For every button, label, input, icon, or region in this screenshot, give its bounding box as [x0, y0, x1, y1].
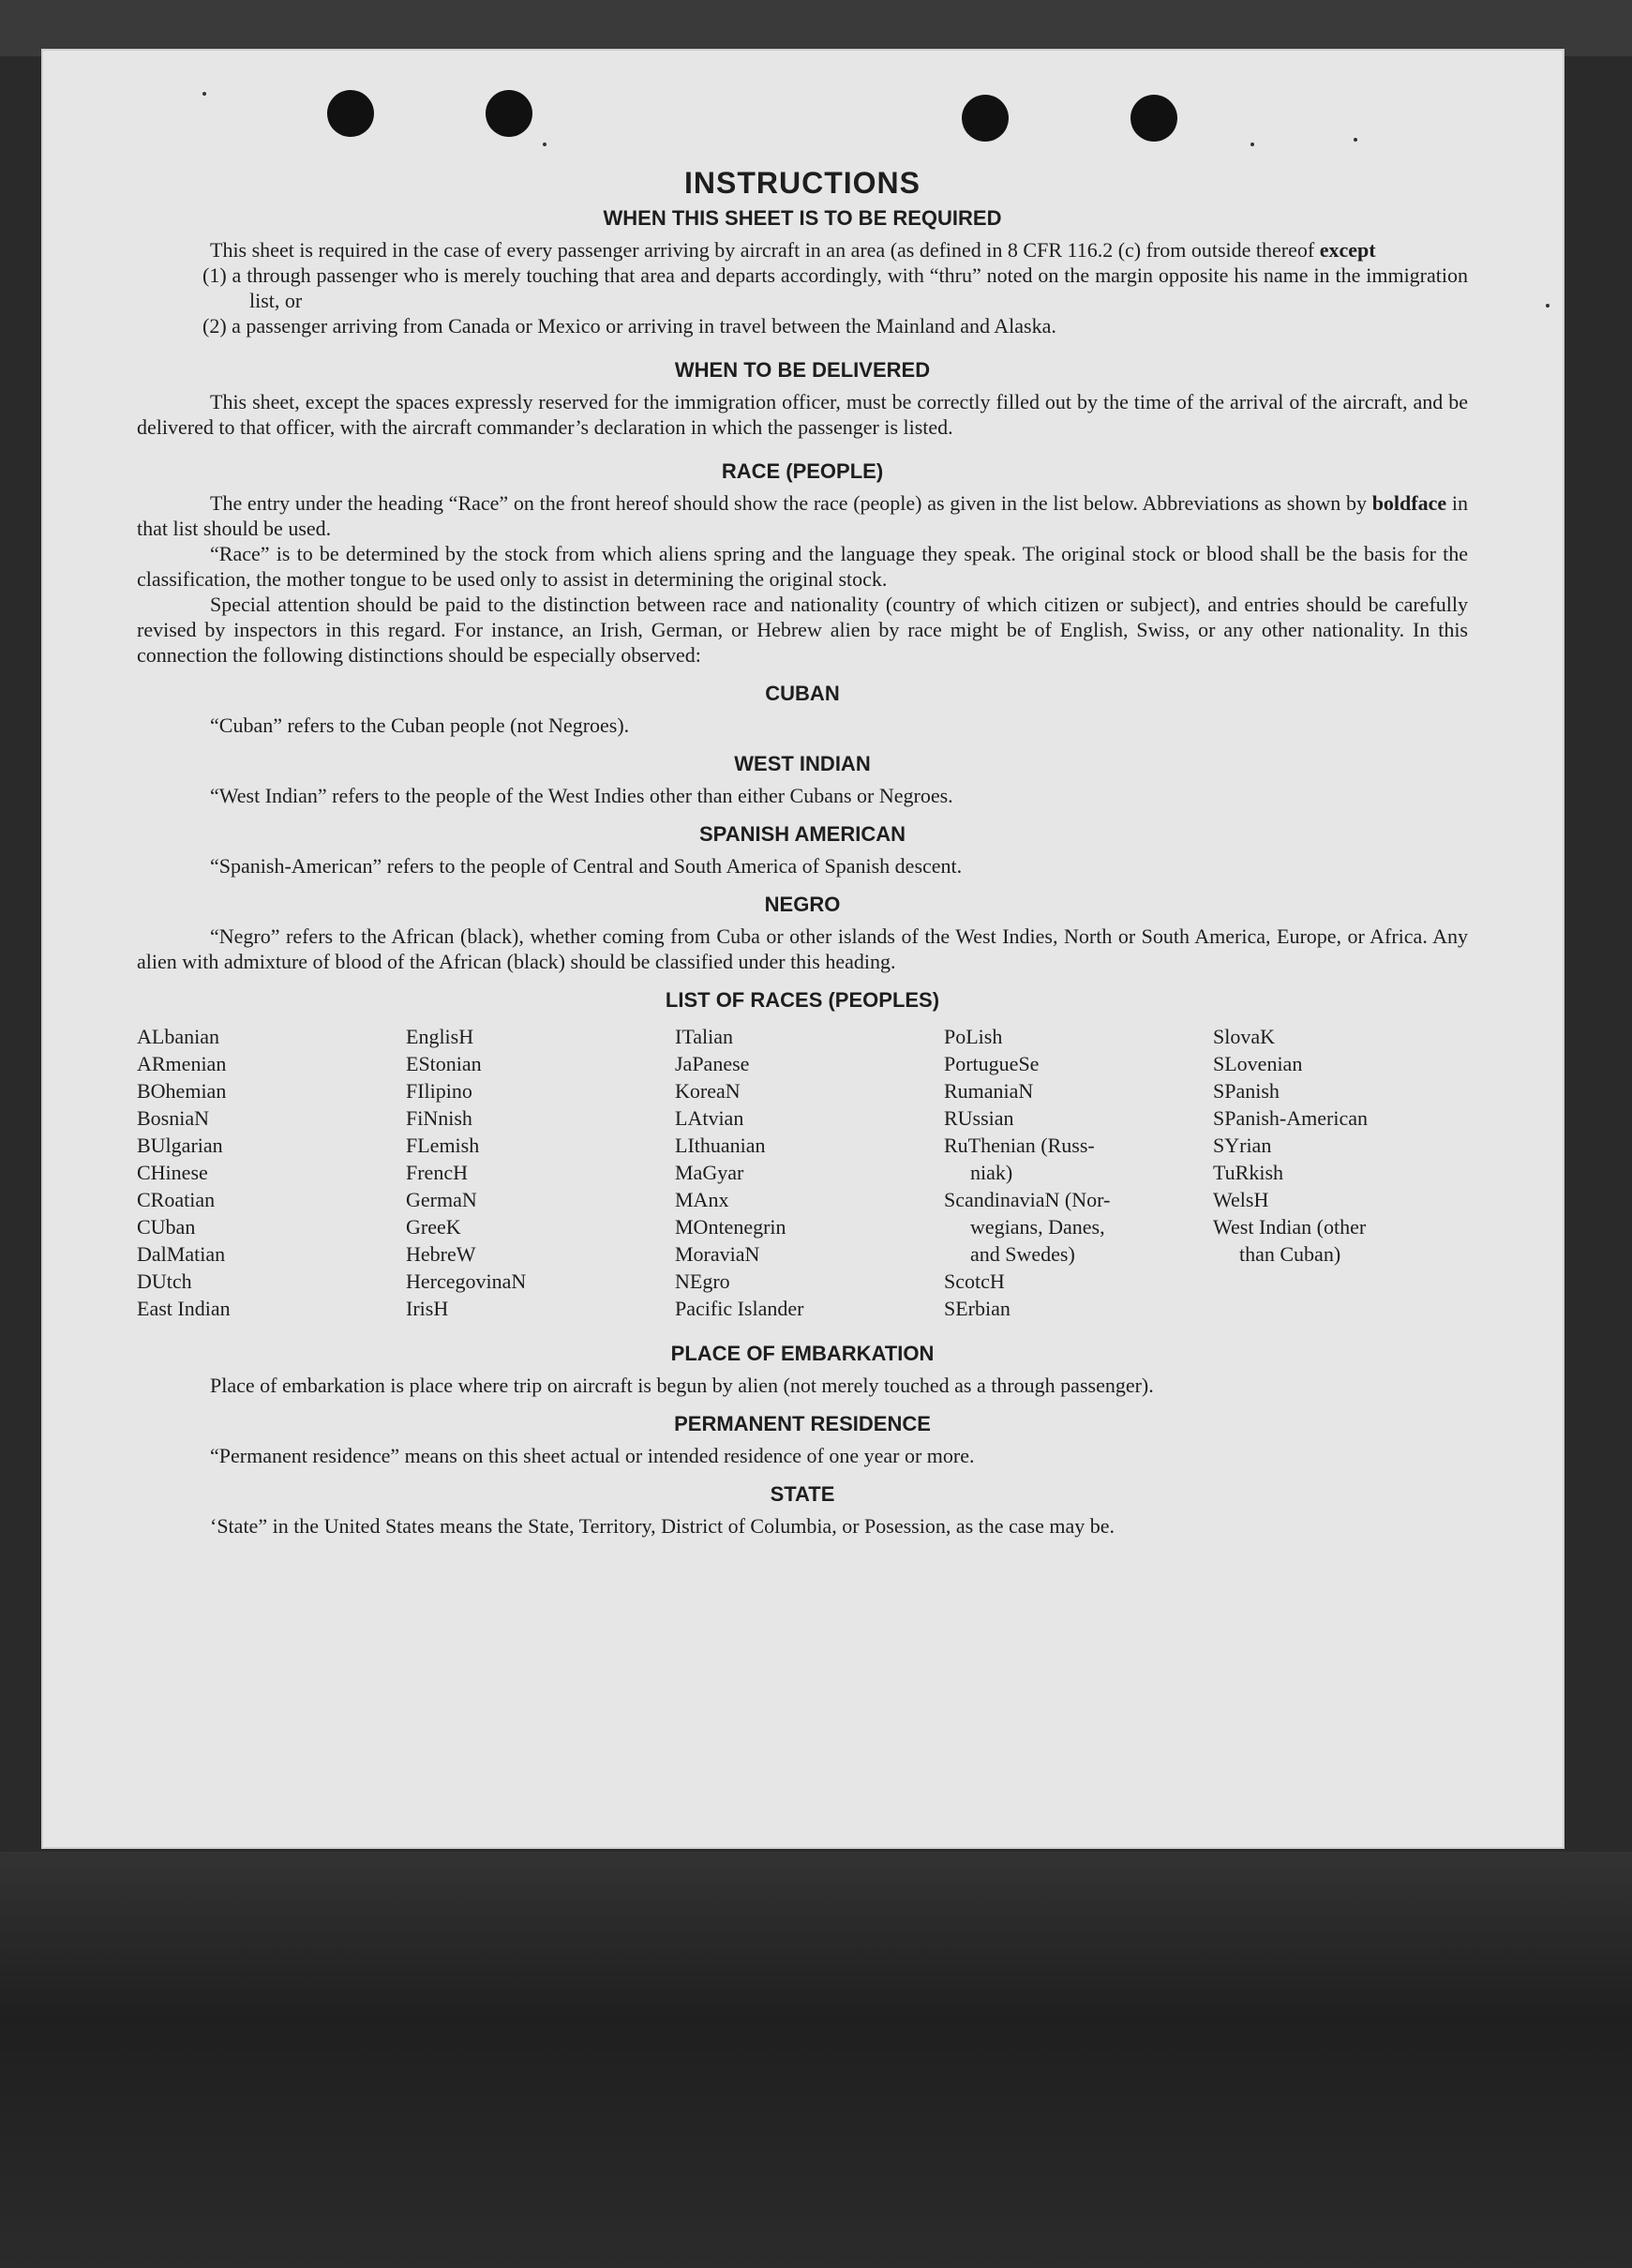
heading-cuban: CUBAN	[765, 682, 840, 705]
required-item-1: (1) a through passenger who is merely touching that area and departs accordingly, with “thru” noted on the margin opposite his name in the immigration list, or	[202, 263, 1468, 312]
race-entry: RumaniaN	[944, 1079, 1034, 1103]
spanish-american-text: “Spanish-American” refers to the people of Central and South America of Spanish descent.	[210, 854, 963, 878]
race-entry: SlovaK	[1213, 1025, 1275, 1048]
scan-speck	[202, 92, 206, 96]
required-item-2: (2) a passenger arriving from Canada or Mexico or arriving in travel between the Mainland and Alaska.	[202, 314, 1056, 338]
race-paragraph-3: Special attention should be paid to the distinction between race and nationality (country of which citizen or subject), and entries should be carefully revised by inspectors in this regard. For instance, an Irish, German, or Hebrew alien by race might be of English, Swiss, or any other nationality. In this connection the following distinctions should be especially observed:	[137, 593, 1468, 667]
punch-hole	[1130, 95, 1177, 142]
race-entry: East Indian	[137, 1297, 231, 1320]
race-entry: SLovenian	[1213, 1052, 1303, 1075]
race-entry: LIthuanian	[675, 1134, 766, 1157]
race-entry-continued: than Cuban)	[1239, 1242, 1341, 1266]
race-entry: MoraviaN	[675, 1242, 760, 1266]
race-entry: FrencH	[406, 1161, 468, 1184]
residence-text: “Permanent residence” means on this sheet actual or intended residence of one year or more.	[210, 1444, 975, 1467]
race-entry: GermaN	[406, 1188, 477, 1211]
heading-west-indian: WEST INDIAN	[734, 752, 871, 775]
heading-list-of-races: LIST OF RACES (PEOPLES)	[665, 988, 940, 1012]
race-entry-continued: wegians, Danes,	[970, 1215, 1105, 1239]
scan-speck	[1250, 143, 1254, 146]
race-entry: LAtvian	[675, 1106, 744, 1130]
races-column-1	[137, 1023, 406, 1322]
cuban-text: “Cuban” refers to the Cuban people (not Negroes).	[210, 713, 630, 737]
embarkation-text: Place of embarkation is place where trip on aircraft is begun by alien (not merely touched as a through passenger).	[210, 1374, 1154, 1397]
punch-hole	[327, 90, 374, 137]
races-column-3	[675, 1023, 944, 1322]
race-entry: BosniaN	[137, 1106, 209, 1130]
race-entry: WelsH	[1213, 1188, 1269, 1211]
race-entry: HebreW	[406, 1242, 476, 1266]
race-entry: ARmenian	[137, 1052, 227, 1075]
race-entry: SPanish-American	[1213, 1106, 1368, 1130]
scan-background-bottom	[0, 1852, 1632, 2268]
race-entry: PortugueSe	[944, 1052, 1040, 1075]
race-entry: BOhemian	[137, 1079, 227, 1103]
race-entry: ScotcH	[944, 1269, 1005, 1293]
race-entry: HercegovinaN	[406, 1269, 527, 1293]
heading-state: STATE	[770, 1482, 835, 1506]
race-entry: BUlgarian	[137, 1134, 223, 1157]
instructions-content	[137, 164, 1468, 1539]
negro-text: “Negro” refers to the African (black), whether coming from Cuba or other islands of the West Indies, North or South America, Europe, or Africa. Any alien with admixture of blood of the African (black) should be classified under this heading.	[137, 924, 1468, 973]
race-paragraph-1: The entry under the heading “Race” on the front hereof should show the race (people) as given in the list below. Abbreviations as shown by boldface in that list should be used.	[137, 491, 1468, 540]
race-entry: JaPanese	[675, 1052, 750, 1075]
required-intro: This sheet is required in the case of every passenger arriving by aircraft in an area (as defined in 8 CFR 116.2 (c) from outside thereof except	[210, 238, 1376, 262]
heading-when-required: WHEN THIS SHEET IS TO BE REQUIRED	[603, 206, 1002, 230]
scan-speck	[543, 143, 546, 146]
race-entry: EnglisH	[406, 1025, 474, 1048]
races-column-2	[406, 1023, 675, 1322]
race-entry: West Indian (other	[1213, 1215, 1367, 1239]
heading-when-delivered: WHEN TO BE DELIVERED	[674, 358, 931, 382]
punch-hole	[962, 95, 1009, 142]
races-list	[137, 1023, 1468, 1322]
race-entry: NEgro	[675, 1269, 730, 1293]
delivered-text: This sheet, except the spaces expressly reserved for the immigration officer, must be correctly filled out by the time of the arrival of the aircraft, and be delivered to that officer, with the aircraft commander’s declaration in which the passenger is listed.	[137, 390, 1468, 439]
race-entry: ScandinaviaN (Nor-	[944, 1188, 1111, 1211]
race-entry: MAnx	[675, 1188, 729, 1211]
heading-negro: NEGRO	[764, 893, 841, 916]
race-entry: IrisH	[406, 1297, 449, 1320]
race-entry: MaGyar	[675, 1161, 744, 1184]
heading-permanent-residence: PERMANENT RESIDENCE	[674, 1412, 931, 1435]
race-entry: FIlipino	[406, 1079, 472, 1103]
race-entry: SPanish	[1213, 1079, 1280, 1103]
race-entry: KoreaN	[675, 1079, 741, 1103]
scan-speck	[1546, 304, 1550, 308]
race-entry: PoLish	[944, 1025, 1003, 1048]
race-entry: GreeK	[406, 1215, 461, 1239]
race-entry: FLemish	[406, 1134, 480, 1157]
scan-speck	[1354, 138, 1357, 142]
race-entry: RUssian	[944, 1106, 1014, 1130]
race-entry: MOntenegrin	[675, 1215, 786, 1239]
race-entry: ITalian	[675, 1025, 733, 1048]
heading-spanish-american: SPANISH AMERICAN	[698, 822, 906, 846]
race-entry: CUban	[137, 1215, 196, 1239]
state-text: ‘State” in the United States means the State, Territory, District of Columbia, or Posession, as the case may be.	[210, 1514, 1115, 1538]
west-indian-text: “West Indian” refers to the people of the West Indies other than either Cubans or Negroes.	[210, 784, 953, 807]
races-column-4	[944, 1023, 1213, 1322]
races-column-5	[1213, 1023, 1482, 1322]
race-entry: EStonian	[406, 1052, 482, 1075]
heading-race: RACE (PEOPLE)	[721, 459, 884, 483]
race-entry-continued: niak)	[970, 1161, 1013, 1184]
race-paragraph-2: “Race” is to be determined by the stock from which aliens spring and the language they speak. The original stock or blood shall be the basis for the classification, the mother tongue to be used only to assist in determining the original stock.	[137, 542, 1468, 591]
race-entry: CRoatian	[137, 1188, 216, 1211]
race-entry: FiNnish	[406, 1106, 472, 1130]
race-entry: SErbian	[944, 1297, 1011, 1320]
race-entry: DalMatian	[137, 1242, 226, 1266]
race-entry: SYrian	[1213, 1134, 1272, 1157]
page-title: INSTRUCTIONS	[684, 166, 921, 200]
race-entry: CHinese	[137, 1161, 208, 1184]
race-entry: RuThenian (Russ-	[944, 1134, 1095, 1157]
race-entry: Pacific Islander	[675, 1297, 804, 1320]
race-entry-continued: and Swedes)	[970, 1242, 1075, 1266]
punch-hole	[486, 90, 532, 137]
race-entry: ALbanian	[137, 1025, 219, 1048]
race-entry: TuRkish	[1213, 1161, 1284, 1184]
scan-background-top	[0, 0, 1632, 56]
heading-embarkation: PLACE OF EMBARKATION	[670, 1342, 935, 1365]
race-entry: DUtch	[137, 1269, 192, 1293]
